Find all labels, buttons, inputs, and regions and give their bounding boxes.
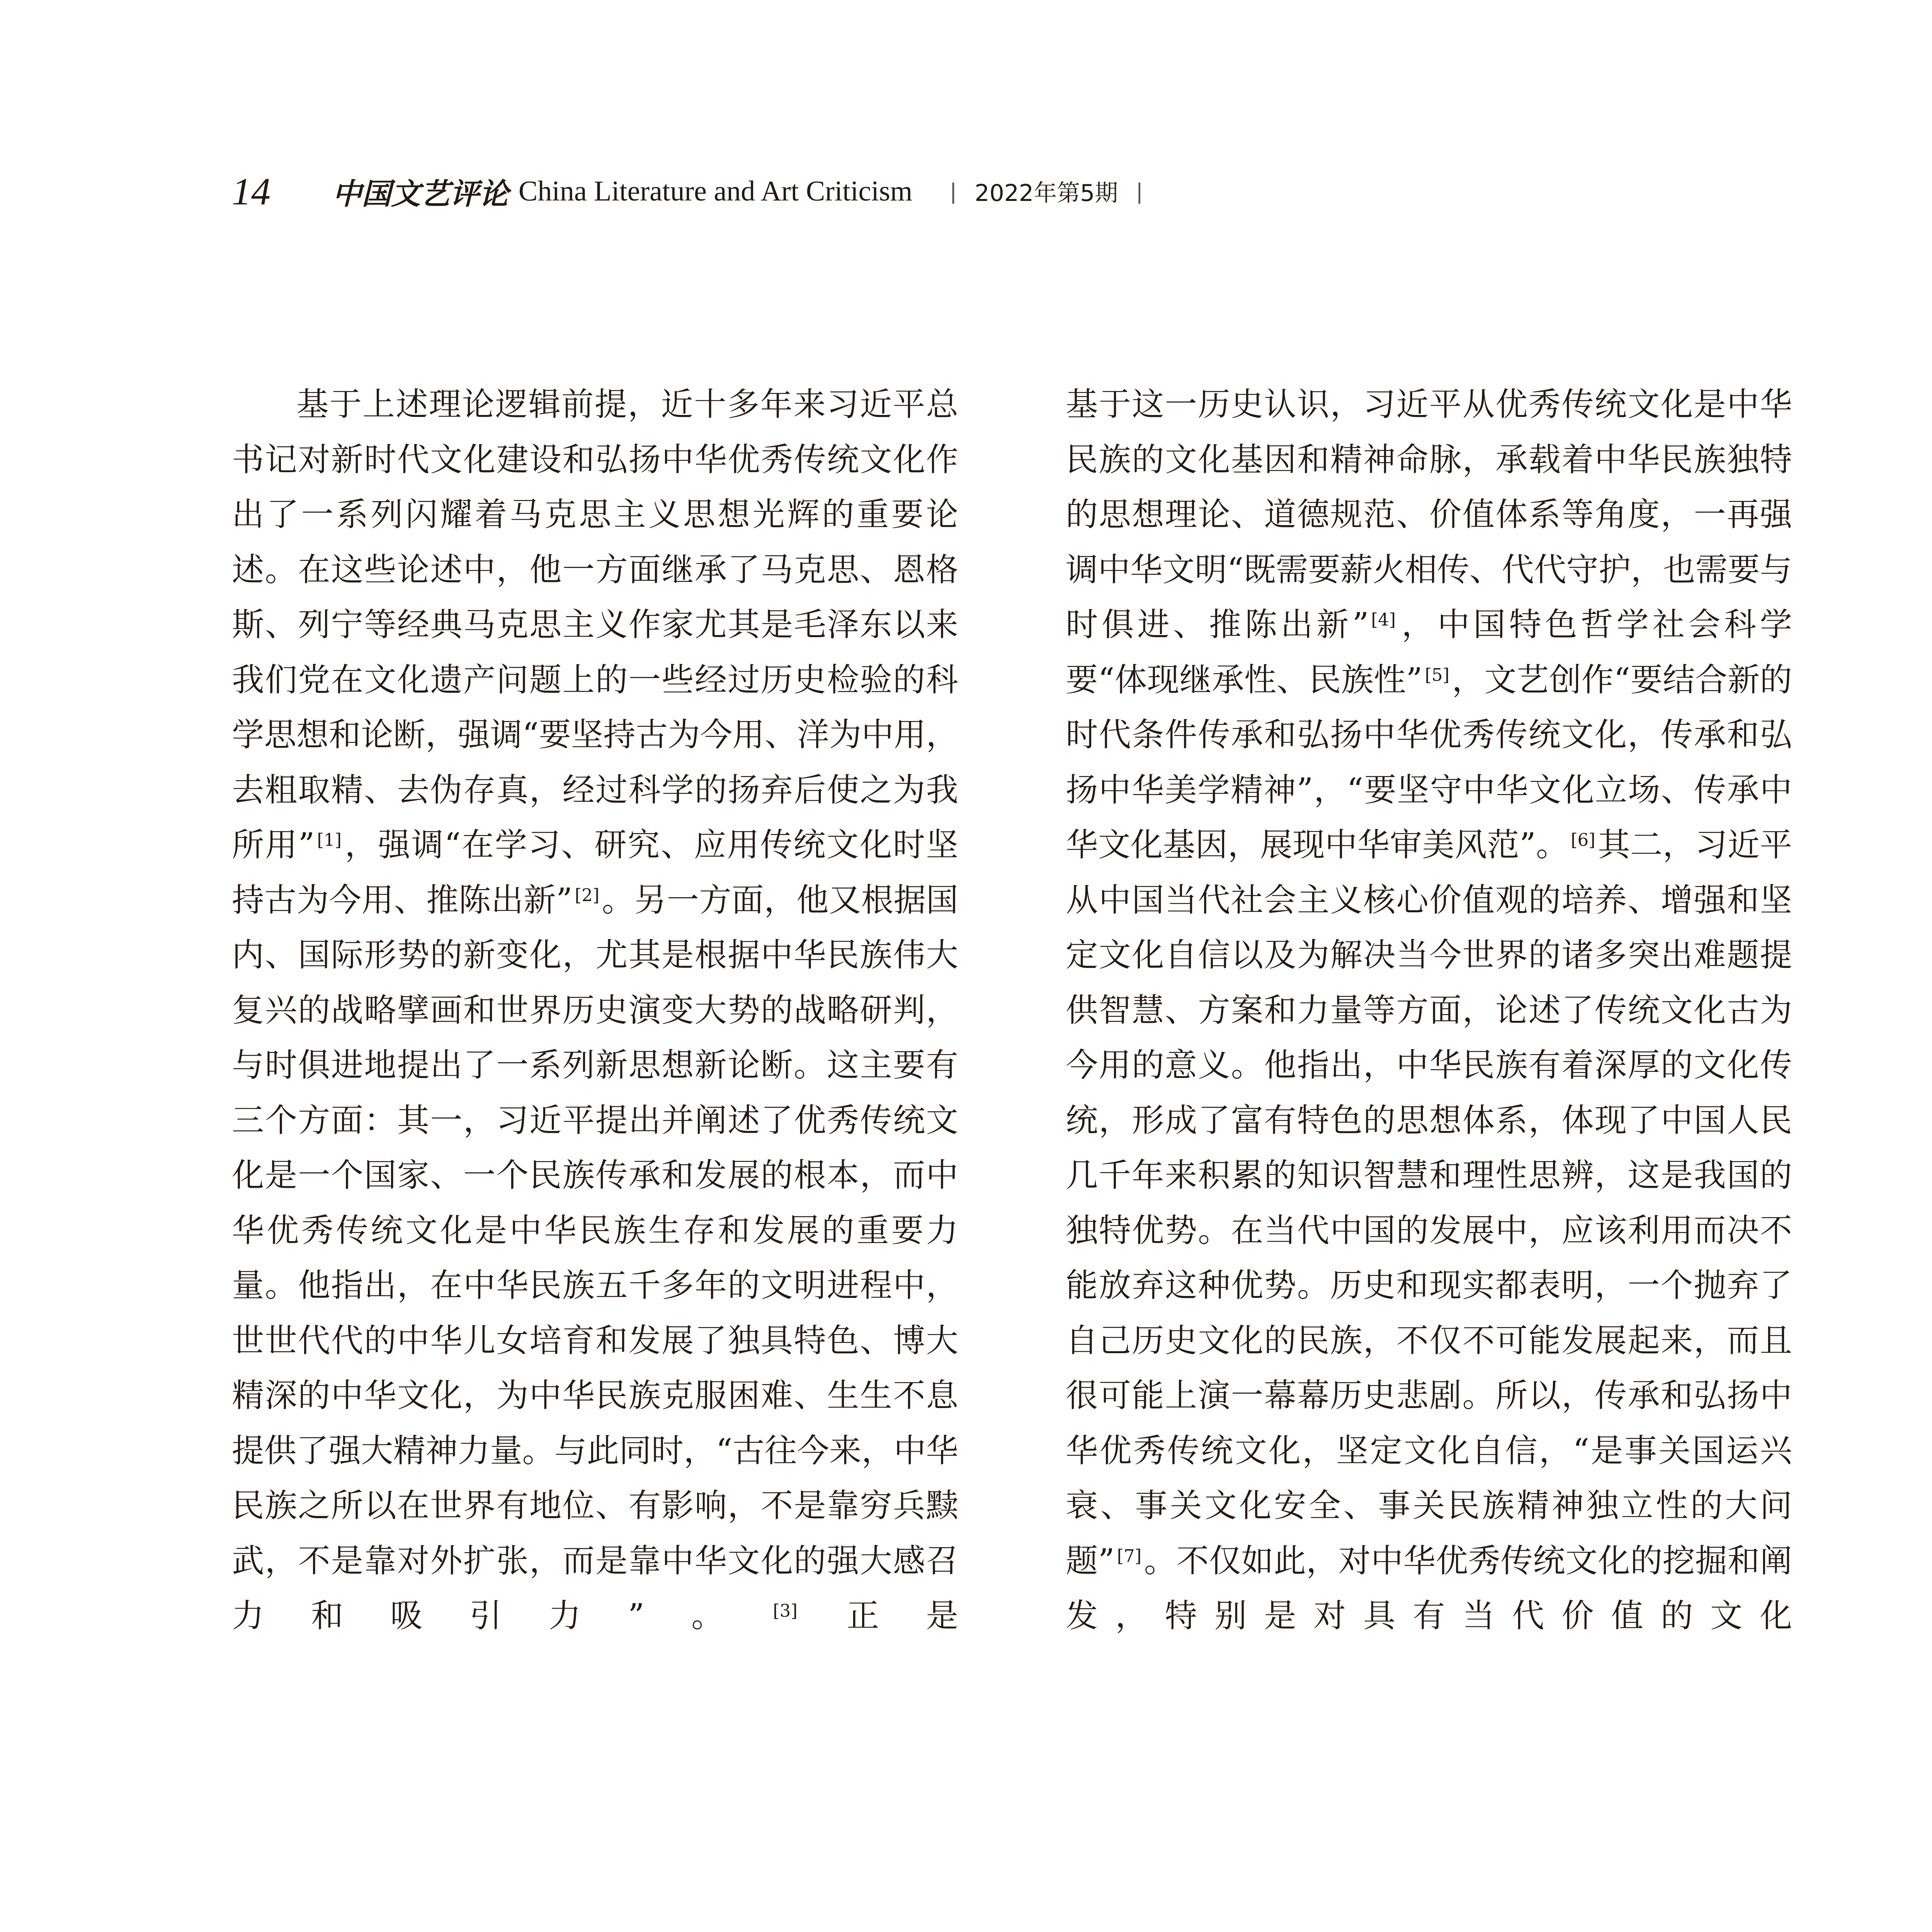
right-column bbox=[1066, 377, 1792, 1643]
body-text-run: 。不仅如此，对中华优秀传统文化的挖掘和阐发，特别是对具有当代价值的文化 bbox=[1066, 1541, 1792, 1634]
issue-label: 2022年第5期 bbox=[975, 180, 1118, 207]
body-text-run: ，强调“在学习、研究、应用传统文化时坚持古为今用、推陈出新” bbox=[232, 826, 958, 919]
body-paragraph bbox=[1066, 377, 1792, 1643]
running-header bbox=[232, 170, 1893, 213]
footnote-ref[interactable]: [4] bbox=[1371, 609, 1396, 630]
body-text-run: 基于这一历史认识，习近平从优秀传统文化是中华民族的文化基因和精神命脉，承载着中华民族独特的思想理论、道德规范、价值体系等角度，一再强调中华文明“既需要薪火相传、代代守护，也需要与时俱进、推陈出新” bbox=[1066, 385, 1792, 643]
footnote-ref[interactable]: [1] bbox=[317, 830, 342, 850]
journal-title-chinese: 中国文艺评论 bbox=[332, 176, 509, 211]
footnote-ref[interactable]: [2] bbox=[575, 884, 600, 905]
body-text-run: 。另一方面，他又根据国内、国际形势的新变化，尤其是根据中华民族伟大复兴的战略擘画和世界历史演变大势的战略研判，与时俱进地提出了一系列新思想新论断。这主要有三个方面：其一，习近平提出并阐述了优秀传统文化是一个国家、一个民族传承和发展的根本，而中华优秀传统文化是中华民族生存和发展的重要力量。他指出，在中华民族五千多年的文明进程中，世世代代的中华儿女培育和发展了独具特色、博大精深的中华文化，为中华民族克服困难、生生不息提供了强大精神力量。与此同时，“古往今来，中华民族之所以在世界有地位、有影响，不是靠穷兵黩武，不是靠对外扩张，而是靠中华文化的强大感召力和吸引力”。 bbox=[232, 881, 959, 1634]
header-separator: | bbox=[1136, 179, 1143, 204]
footnote-ref[interactable]: [5] bbox=[1425, 664, 1450, 685]
left-column bbox=[232, 377, 958, 1643]
header-separator: | bbox=[950, 179, 956, 204]
footnote-ref[interactable]: [6] bbox=[1571, 830, 1595, 850]
footnote-ref[interactable]: [3] bbox=[773, 1600, 798, 1621]
body-text-run: 基于上述理论逻辑前提，近十多年来习近平总书记对新时代文化建设和弘扬中华优秀传统文化作出了一系列闪耀着马克思主义思想光辉的重要论述。在这些论述中，他一方面继承了马克思、恩格斯、列宁等经典马克思主义作家尤其是毛泽东以来我们党在文化遗产问题上的一些经过历史检验的科学思想和论断，强调“要坚持古为今用、洋为中用，去粗取精、去伪存真，经过科学的扬弃后使之为我所用” bbox=[232, 385, 958, 864]
body-paragraph bbox=[232, 377, 958, 1643]
page-number: 14 bbox=[232, 170, 270, 213]
body-text-run: ，中国特色哲学社会科学要“体现继承性、民族性” bbox=[1066, 605, 1793, 699]
body-text-run: 正是 bbox=[800, 1597, 959, 1634]
body-text-run: ，文艺创作“要结合新的时代条件传承和弘扬中华优秀传统文化，传承和弘扬中华美学精神”，“要坚守中华文化立场、传承中华文化基因，展现中华审美风范”。 bbox=[1066, 660, 1792, 864]
journal-title-english: China Literature and Art Criticism bbox=[519, 175, 913, 207]
body-text-run: 其二，习近平从中国当代社会主义核心价值观的培养、增强和坚定文化自信以及为解决当今世界的诸多突出难题提供智慧、方案和力量等方面，论述了传统文化古为今用的意义。他指出，中华民族有着深厚的文化传统，形成了富有特色的思想体系，体现了中国人民几千年来积累的知识智慧和理性思辨，这是我国的独特优势。在当代中国的发展中，应该利用而决不能放弃这种优势。历史和现实都表明，一个抛弃了自己历史文化的民族，不仅不可能发展起来，而且很可能上演一幕幕历史悲剧。所以，传承和弘扬中华优秀传统文化，坚定文化自信，“是事关国运兴衰、事关文化安全、事关民族精神独立性的大问题” bbox=[1066, 826, 1793, 1580]
footnote-ref[interactable]: [7] bbox=[1117, 1545, 1142, 1566]
